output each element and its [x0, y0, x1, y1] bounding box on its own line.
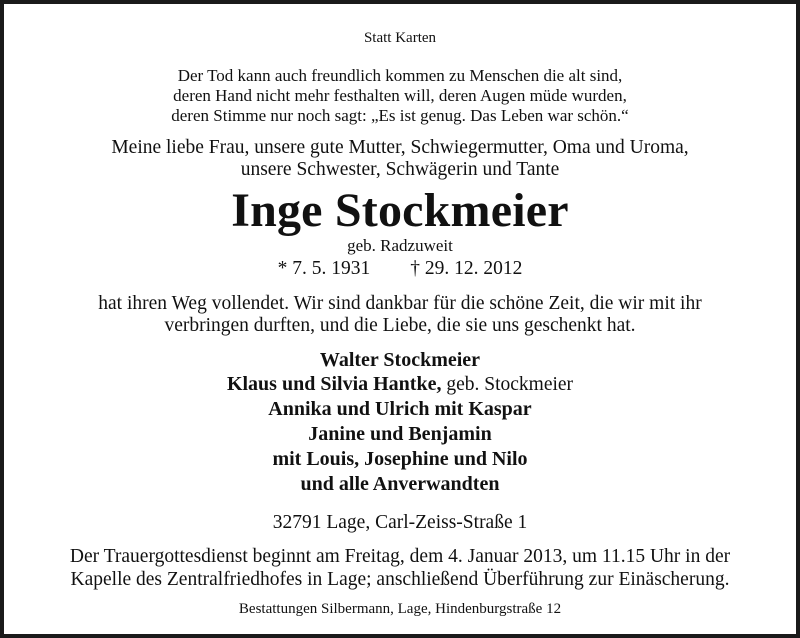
intro-line-1: Meine liebe Frau, unsere gute Mutter, Schwiegermutter, Oma und Uroma,: [111, 137, 689, 158]
message-line-2: verbringen durften, und die Liebe, die sie uns geschenkt hat.: [164, 315, 636, 336]
header-text: Statt Karten: [363, 30, 437, 46]
birth-date: * 7. 5. 1931: [277, 258, 371, 279]
intro-line-2: unsere Schwester, Schwägerin und Tante: [240, 159, 560, 180]
footer-text: Bestattungen Silbermann, Lage, Hindenburgstraße 12: [238, 601, 562, 617]
life-dates: [4, 259, 796, 279]
poem-line-3: deren Stimme nur noch sagt: „Es ist genug. Das Leben war schön.“: [171, 106, 629, 125]
death-date: † 29. 12. 2012: [410, 258, 523, 279]
poem-line-2: deren Hand nicht mehr festhalten will, deren Augen müde wurden,: [173, 86, 627, 105]
mourner-line-1: Walter Stockmeier: [319, 349, 481, 371]
address: 32791 Lage, Carl-Zeiss-Straße 1: [272, 512, 528, 533]
service-line-1: Der Trauergottesdienst beginnt am Freitag, dem 4. Januar 2013, um 11.15 Uhr in der: [69, 546, 731, 567]
service-line-2: Kapelle des Zentralfriedhofes in Lage; anschließend Überführung zur Einäscherung.: [70, 569, 730, 590]
mourner-line-2-names: Klaus und Silvia Hantke,: [226, 373, 442, 395]
mourner-line-6: und alle Anverwandten: [300, 473, 500, 495]
deceased-name: Inge Stockmeier: [231, 184, 569, 237]
mourner-line-3: Annika und Ulrich mit Kaspar: [268, 398, 532, 420]
message-line-1: hat ihren Weg vollendet. Wir sind dankbar für die schöne Zeit, die wir mit ihr: [98, 293, 702, 314]
mourner-line-2-birthname: geb. Stockmeier: [441, 374, 574, 395]
mourner-line-4: Janine und Benjamin: [308, 423, 492, 445]
birth-name: geb. Radzuweit: [347, 236, 453, 255]
mourner-line-5: mit Louis, Josephine und Nilo: [272, 448, 528, 470]
poem-line-1: Der Tod kann auch freundlich kommen zu Menschen die alt sind,: [177, 66, 623, 85]
mourner-line-2: [4, 374, 796, 395]
